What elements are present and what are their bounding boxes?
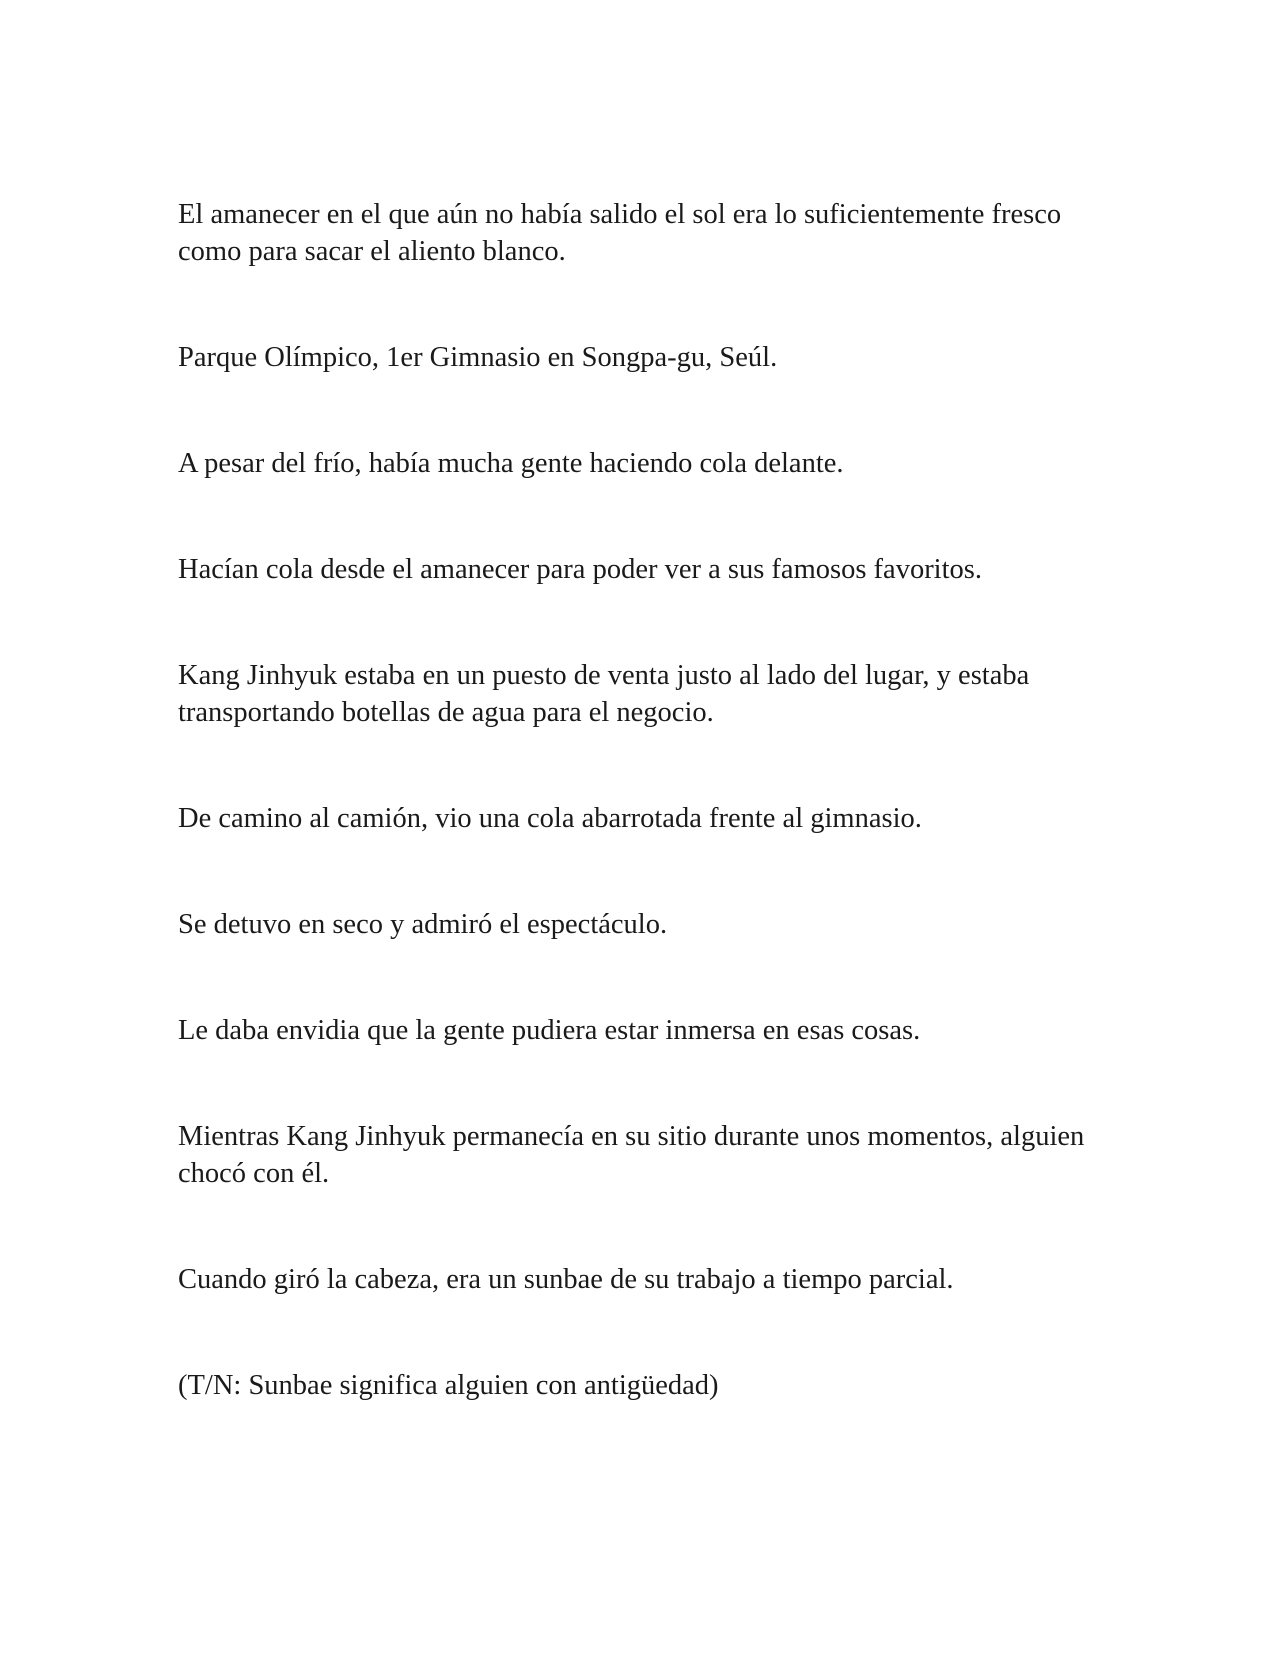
document-body xyxy=(178,196,1108,1404)
paragraph: A pesar del frío, había mucha gente haciendo cola delante. xyxy=(178,448,844,479)
paragraph: El amanecer en el que aún no había salido el sol era lo suficientemente fresco como para sacar el aliento blanco. xyxy=(178,199,1062,267)
paragraph: Le daba envidia que la gente pudiera estar inmersa en esas cosas. xyxy=(178,1015,921,1046)
translator-note: (T/N: Sunbae significa alguien con antigüedad) xyxy=(178,1370,719,1401)
paragraph: Se detuvo en seco y admiró el espectáculo. xyxy=(178,909,668,940)
paragraph: Cuando giró la cabeza, era un sunbae de su trabajo a tiempo parcial. xyxy=(178,1264,954,1295)
paragraph: Kang Jinhyuk estaba en un puesto de venta justo al lado del lugar, y estaba transportando botellas de agua para el negocio. xyxy=(178,660,1030,728)
paragraph: De camino al camión, vio una cola abarrotada frente al gimnasio. xyxy=(178,803,922,834)
paragraph: Hacían cola desde el amanecer para poder ver a sus famosos favoritos. xyxy=(178,554,982,585)
paragraph: Mientras Kang Jinhyuk permanecía en su sitio durante unos momentos, alguien chocó con él. xyxy=(178,1121,1085,1189)
paragraph: Parque Olímpico, 1er Gimnasio en Songpa-gu, Seúl. xyxy=(178,342,778,373)
